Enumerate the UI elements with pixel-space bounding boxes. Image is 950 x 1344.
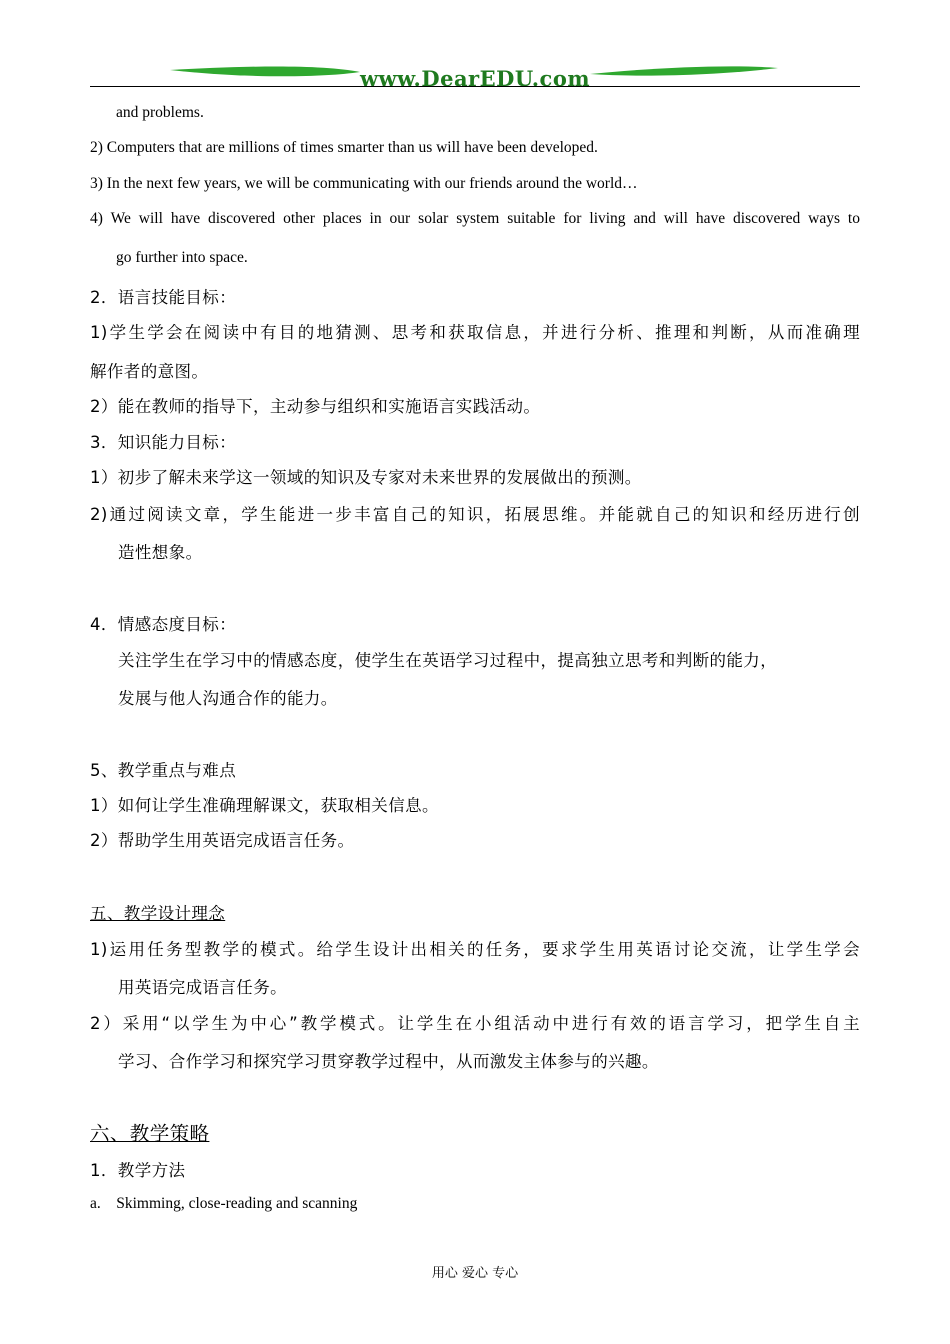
text-line: 3) In the next few years, we will be communicating with our friends around the world…: [90, 175, 638, 192]
text-line: 用英语完成语言任务。: [118, 978, 287, 997]
text-line: 解作者的意图。: [90, 362, 209, 381]
text-line: 2）采用“以学生为中心”教学模式。让学生在小组活动中进行有效的语言学习，把学生自主: [90, 1014, 860, 1033]
header-banner: [90, 62, 860, 92]
section-heading: 5、教学重点与难点: [90, 761, 237, 780]
header-url: www.DearEDU.com: [359, 66, 591, 91]
header-rule: [90, 86, 860, 87]
text-line: 1）如何让学生准确理解课文，获取相关信息。: [90, 796, 439, 815]
section-heading: 2．语言技能目标：: [90, 288, 237, 307]
text-line: 1）初步了解未来学这一领域的知识及专家对未来世界的发展做出的预测。: [90, 468, 642, 487]
text-line: and problems.: [116, 104, 204, 121]
text-line: 关注学生在学习中的情感态度，使学生在英语学习过程中，提高独立思考和判断的能力，: [118, 651, 778, 670]
section-heading: 1．教学方法: [90, 1161, 186, 1180]
list-item: a. Skimming, close-reading and scanning: [90, 1195, 358, 1212]
text-line: 4) We will have discovered other places in our solar system suitable for living and will have discovered ways to: [90, 210, 860, 227]
section-heading: 4．情感态度目标：: [90, 615, 237, 634]
text-line: 学习、合作学习和探究学习贯穿教学过程中，从而激发主体参与的兴趣。: [118, 1052, 659, 1071]
section-heading: 3．知识能力目标：: [90, 433, 237, 452]
text-line: 发展与他人沟通合作的能力。: [118, 689, 338, 708]
page-footer: 用心 爱心 专心: [431, 1266, 519, 1281]
text-line: 2）帮助学生用英语完成语言任务。: [90, 831, 355, 850]
text-line: go further into space.: [116, 249, 248, 266]
chapter-heading: 五、教学设计理念: [90, 904, 226, 923]
text-line: 1)运用任务型教学的模式。给学生设计出相关的任务，要求学生用英语讨论交流，让学生学会: [90, 940, 860, 959]
text-line: 造性想象。: [118, 543, 203, 562]
chapter-heading: 六、教学策略: [90, 1122, 210, 1145]
text-line: 2)通过阅读文章，学生能进一步丰富自己的知识，拓展思维。并能就自己的知识和经历进行创: [90, 505, 860, 524]
text-line: 1)学生学会在阅读中有目的地猜测、思考和获取信息，并进行分析、推理和判断，从而准确理: [90, 323, 860, 342]
text-line: 2）能在教师的指导下，主动参与组织和实施语言实践活动。: [90, 397, 541, 416]
text-line: 2) Computers that are millions of times smarter than us will have been developed.: [90, 139, 598, 156]
